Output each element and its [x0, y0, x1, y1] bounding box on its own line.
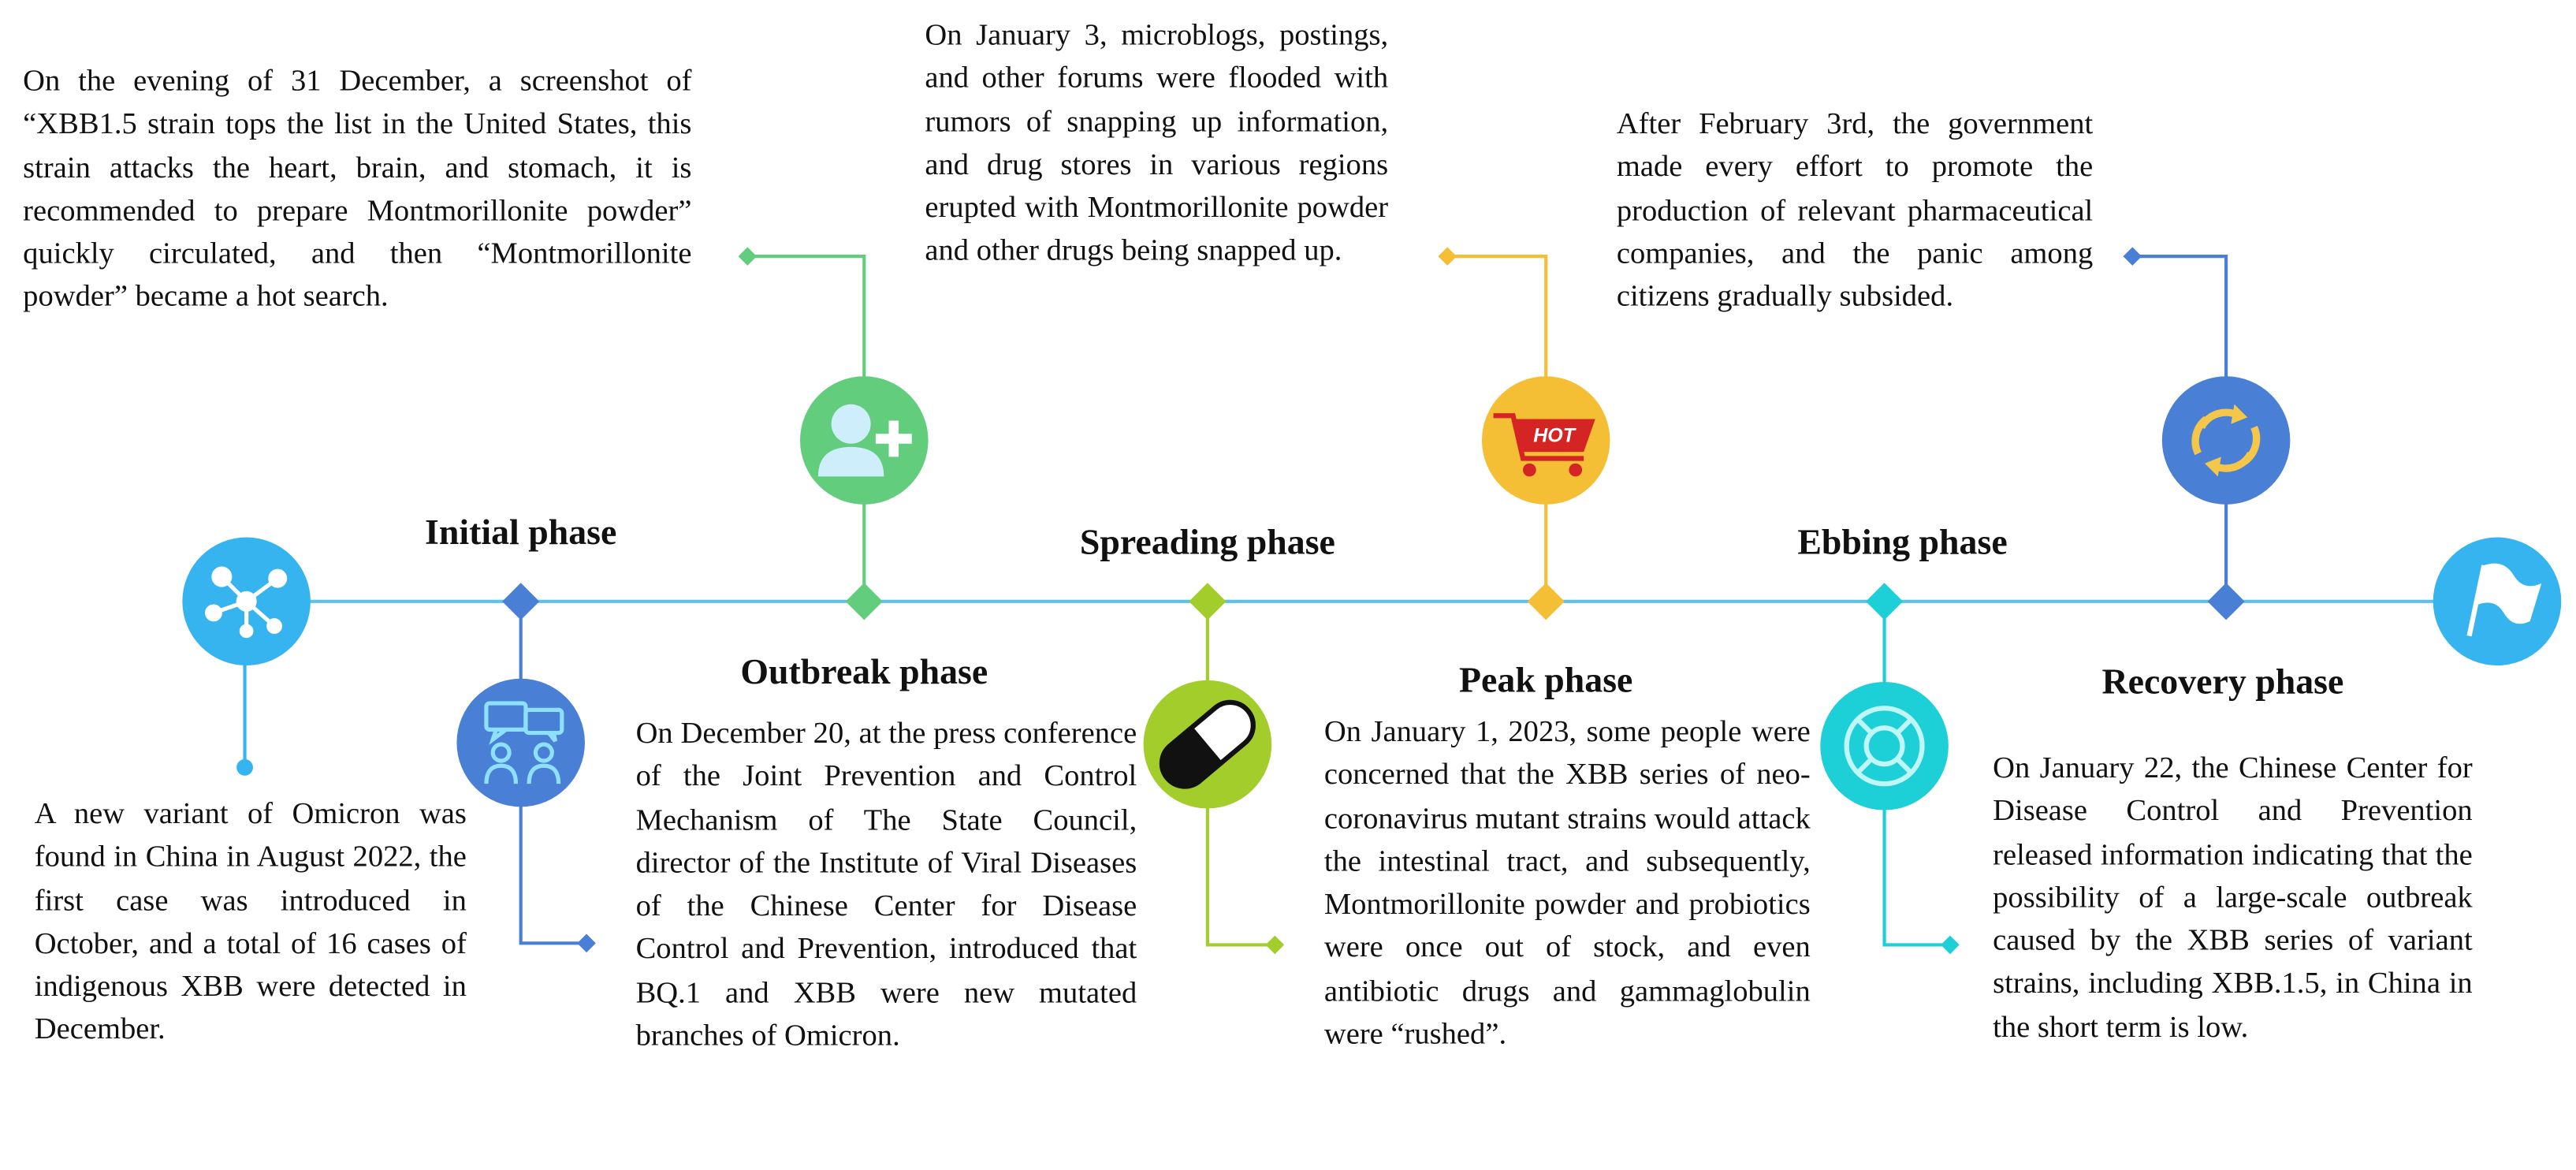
event-jan-3: On January 3, microblogs, postings, and other forums were flooded with rumors of snapping up information, and drug stores in various regions erupted with Montmorillonite powder and other drugs being snapped up.: [925, 20, 1389, 269]
event-feb-3: After February 3rd, the government made every effort to promote the production of relevant pharmaceutical companies, and the panic among citizens gradually subsided.: [1616, 108, 2094, 315]
phase-title-spreading: Spreading phase: [1079, 520, 1335, 562]
cart-hot-label: HOT: [1533, 424, 1576, 447]
event-dec-31: On the evening of 31 December, a screenshot of “XBB1.5 strain tops the list in the United States, this strain attacks the heart, brain, and stomach, it is recommended to prepare Montmorillonite powder” quickly circulated, and then “Montmorillonite powder” became a hot search.: [23, 65, 692, 315]
start-node: [182, 538, 311, 776]
end-node: [2433, 538, 2562, 666]
peak-node: [1438, 247, 1610, 620]
event-dec-20: On December 20, at the press conference of the Joint Prevention and Control Mechanism of The State Council, director of the Institute of Viral Diseases of the Chinese Center for Disease Control and Prevention, introduced that BQ.1 and XBB were new mutated branches of Omicron.: [635, 717, 1137, 1054]
event-jan-1: On January 1, 2023, some people were concerned that the XBB series of neo-coronavirus mutant strains would attack the intestinal tract, and subsequently, Montmorillonite powder and probiotics were once out of stock, and even antibiotic drugs and gammaglobulin were “rushed”.: [1323, 716, 1811, 1053]
phase-title-initial: Initial phase: [425, 511, 617, 553]
phase-title-peak: Peak phase: [1459, 658, 1633, 700]
recovery-node: [2124, 247, 2291, 620]
phase-title-ebbing: Ebbing phase: [1797, 520, 2008, 562]
phase-title-recovery: Recovery phase: [2101, 660, 2344, 702]
phase-title-outbreak: Outbreak phase: [740, 650, 988, 692]
event-aug-2022: A new variant of Omicron was found in China in August 2022, the first case was introduced in October, and a total of 16 cases of indigenous XBB were detected in December.: [34, 798, 467, 1048]
ebbing-node: [1820, 583, 1959, 954]
spreading-node: [1144, 583, 1285, 954]
outbreak-node: [739, 247, 929, 620]
event-jan-22: On January 22, the Chinese Center for Disease Control and Prevention released information indicating that the possibility of a large-scale outbreak caused by the XBB series of variant strains, including XBB.1.5, in China in the short term is low.: [1993, 752, 2473, 1045]
initial-node: [456, 583, 595, 952]
